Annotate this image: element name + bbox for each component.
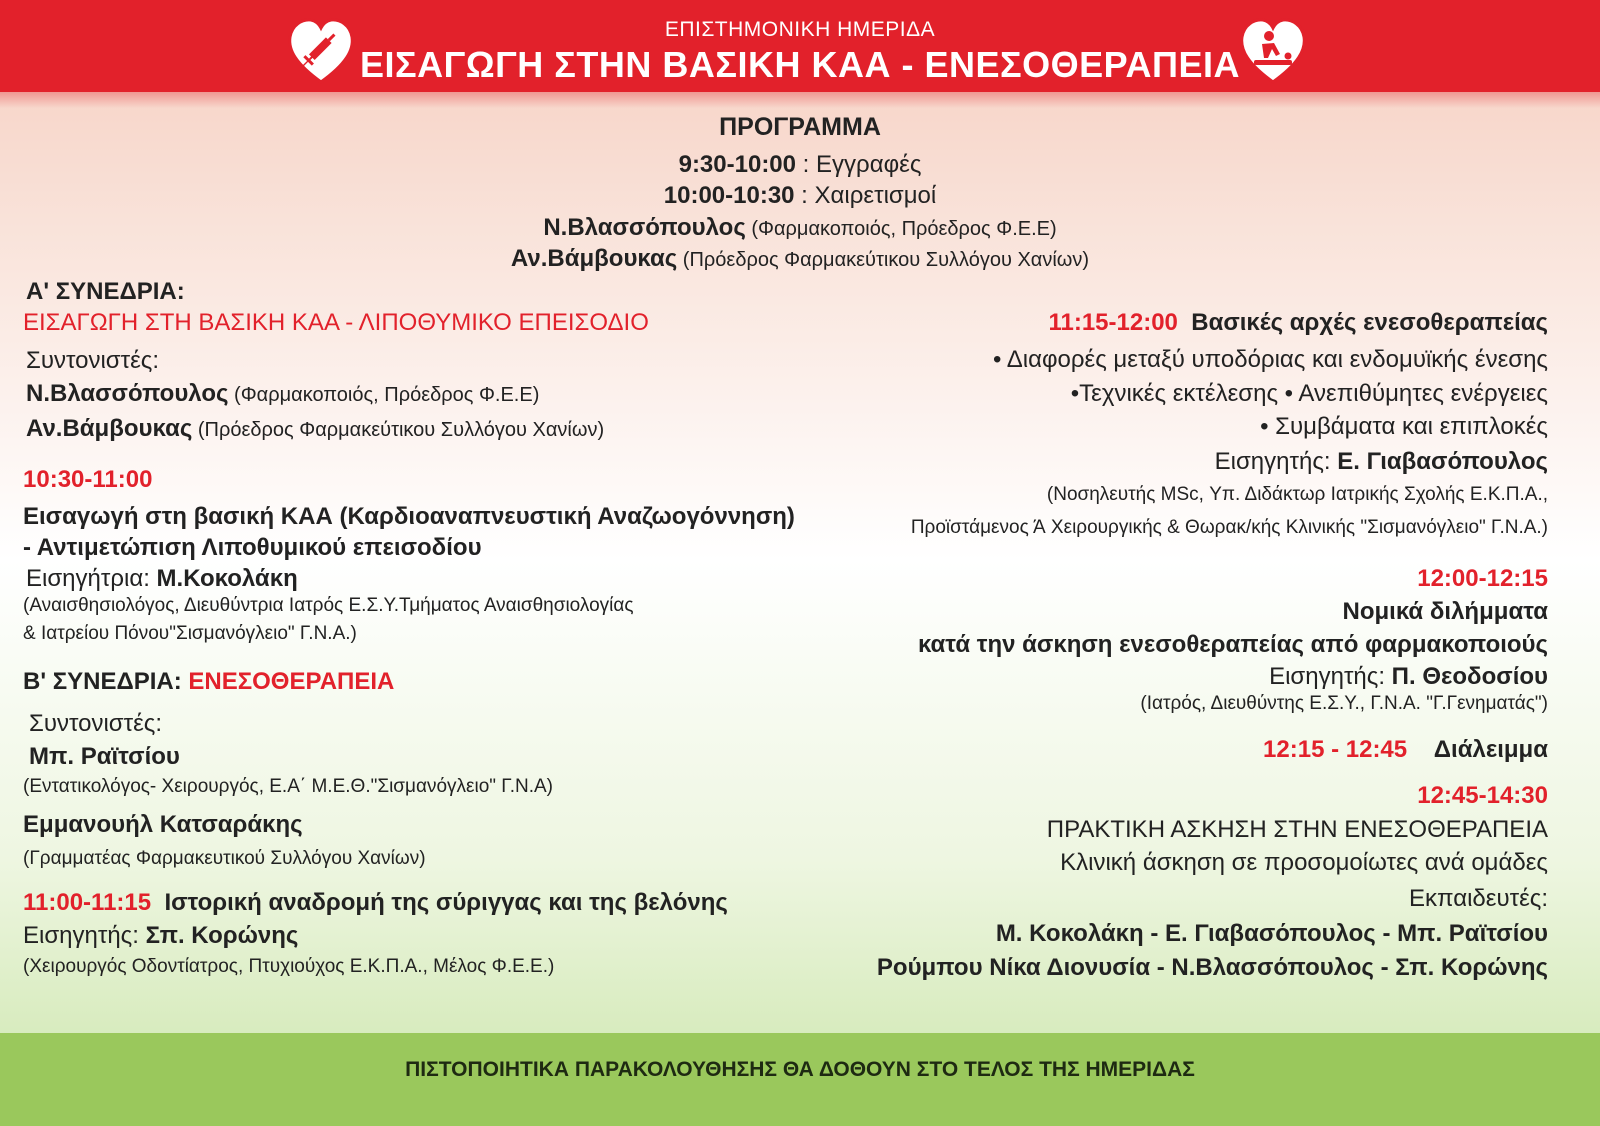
break-label: Διάλειμμα (1433, 736, 1548, 763)
greeter-role: (Φαρμακοποιός, Πρόεδρος Φ.Ε.Ε) (745, 218, 1057, 240)
program-sep: : (796, 151, 817, 178)
session-a-coordinators-label: Συντονιστές: (26, 347, 160, 374)
greeter-role: (Πρόεδρος Φαρμακεύτικου Συλλόγου Χανίων) (677, 249, 1090, 271)
talk-speaker (1215, 448, 1548, 476)
program-sep: : (794, 182, 815, 209)
coordinator-role: (Πρόεδρος Φαρμακεύτικου Συλλόγου Χανίων) (192, 419, 605, 441)
trainers-line-2: Ρούμπου Νίκα Διονυσία - Ν.Βλασσόπουλος - Σπ. Κορώνης (876, 954, 1548, 981)
speaker-label: Εισηγητής: (23, 922, 146, 949)
speaker-name: Μ.Κοκολάκη (156, 565, 298, 592)
talk-title-line-2: - Αντιμετώπιση Λιποθυμικού επεισοδίου (23, 534, 482, 561)
coordinator-name: Ν.Βλασσόπουλος (26, 380, 229, 407)
talk-injection-basics (1048, 309, 1548, 337)
greeter-name: Αν.Βάμβουκας (510, 245, 678, 272)
coordinator-name: Αν.Βάμβουκας (26, 415, 193, 442)
event-subtitle: ΕΠΙΣΤΗΜΟΝΙΚΗ ΗΜΕΡΙΔΑ (664, 18, 936, 41)
talk-title-line-2: κατά την άσκηση ενεσοθεραπείας από φαρμακοποιούς (917, 631, 1548, 658)
talk-time: 10:30-11:00 (23, 466, 153, 493)
session-b-coordinator-1-name: Μπ. Ραϊτσίου (29, 743, 180, 770)
session-a-label: Α' ΣΥΝΕΔΡΙΑ: (26, 278, 185, 305)
session-b-coordinator-1-role: (Εντατικολόγος- Χειρουργός, Ε.Α΄ Μ.Ε.Θ."Σισμανόγλειο" Γ.Ν.Α) (23, 776, 553, 797)
speaker-name: Π. Θεοδοσίου (1391, 663, 1548, 690)
session-a-coordinator-1 (26, 380, 539, 408)
session-a-title: ΕΙΣΑΓΩΓΗ ΣΤΗ ΒΑΣΙΚΗ ΚΑΑ - ΛΙΠΟΘΥΜΙΚΟ ΕΠΕΙΣΟΔΙΟ (23, 309, 649, 336)
session-b-coordinators-label: Συντονιστές: (29, 710, 163, 737)
greeter-2 (0, 245, 1600, 273)
talk-time: 11:00-11:15 (23, 889, 152, 916)
talk-affiliation-line-2: Προϊστάμενος Ά Χειρουργικής & Θωρακ/κής Κλινικής "Σισμανόγλειο" Γ.Ν.Α.) (910, 517, 1548, 538)
talk-affiliation-line-1: (Νοσηλευτής MSc, Υπ. Διδάκτωρ Ιατρικής Σχολής Ε.Κ.Π.Α., (1046, 484, 1548, 505)
program-item-registration (0, 151, 1600, 179)
program-time: 10:00-10:30 (663, 182, 795, 209)
practice-time: 12:45-14:30 (1417, 782, 1548, 809)
speaker-label: Εισηγήτρια: (26, 565, 157, 592)
talk-affiliation: (Ιατρός, Διευθύντης Ε.Σ.Υ., Γ.Ν.Α. "Γ.Γενηματάς") (1140, 693, 1548, 714)
practice-subtitle: Κλινική άσκηση σε προσομοίωτες ανά ομάδες (1060, 849, 1548, 876)
coordinator-role: (Φαρμακοποιός, Πρόεδρος Φ.Ε.Ε) (228, 384, 540, 406)
talk-bullet-3: • Συμβάματα και επιπλοκές (1260, 413, 1548, 440)
break-item (1263, 736, 1548, 764)
break-time: 12:15 - 12:45 (1263, 736, 1408, 763)
speaker-label: Εισηγητής: (1269, 663, 1392, 690)
trainers-label: Εκπαιδευτές: (1408, 885, 1548, 912)
talk-bullet-1: • Διαφορές μεταξύ υποδόριας και ενδομυϊκής ένεσης (992, 346, 1548, 373)
program-text: Χαιρετισμοί (814, 182, 937, 209)
program-title: ΠΡΟΓΡΑΜΜΑ (719, 113, 881, 141)
program-time: 9:30-10:00 (678, 151, 797, 178)
program-text: Εγγραφές (816, 151, 922, 178)
speaker-name: Σπ. Κορώνης (145, 922, 299, 949)
session-b-coordinator-2-name: Εμμανουήλ Κατσαράκης (23, 811, 303, 838)
talk-title: Βασικές αρχές ενεσοθεραπείας (1191, 309, 1548, 336)
talk-speaker (26, 565, 298, 593)
talk-affiliation: (Χειρουργός Οδοντίατρος, Πτυχιούχος Ε.Κ.Π.Α., Μέλος Φ.Ε.Ε.) (23, 956, 555, 977)
talk-speaker (1269, 663, 1548, 691)
talk-time: 11:15-12:00 (1048, 309, 1178, 336)
greeter-name: Ν.Βλασσόπουλος (543, 214, 746, 241)
session-b-title: ΕΝΕΣΟΘΕΡΑΠΕΙΑ (188, 668, 395, 695)
trainers-line-1: Μ. Κοκολάκη - Ε. Γιαβασόπουλος - Μπ. Ραϊτσίου (995, 920, 1548, 947)
talk-time: 12:00-12:15 (1417, 565, 1548, 592)
talk-affiliation-line-1: (Αναισθησιολόγος, Διευθύντρια Ιατρός Ε.Σ.Υ.Τμήματος Αναισθησιολογίας (23, 595, 634, 616)
program-item-greetings (0, 182, 1600, 210)
talk-bullet-2: •Τεχνικές εκτέλεσης • Ανεπιθύμητες ενέργειες (1070, 380, 1548, 407)
speaker-label: Εισηγητής: (1214, 448, 1338, 475)
talk-history (23, 889, 728, 917)
footer-text: ΠΙΣΤΟΠΟΙΗΤΙΚΑ ΠΑΡΑΚΟΛΟΥΘΗΣΗΣ ΘΑ ΔΟΘΟΥΝ ΣΤΟ ΤΕΛΟΣ ΤΗΣ ΗΜΕΡΙΔΑΣ (405, 1058, 1195, 1081)
greeter-1 (0, 214, 1600, 242)
event-title: ΕΙΣΑΓΩΓΗ ΣΤΗΝ ΒΑΣΙΚΗ ΚΑΑ - ΕΝΕΣΟΘΕΡΑΠΕΙΑ (360, 44, 1240, 85)
session-a-coordinator-2 (26, 415, 604, 443)
talk-affiliation-line-2: & Ιατρείου Πόνου"Σισμανόγλειο" Γ.Ν.Α.) (23, 623, 357, 644)
speaker-name: Ε. Γιαβασόπουλος (1337, 448, 1548, 475)
talk-title: Ιστορική αναδρομή της σύριγγας και της βελόνης (164, 889, 728, 916)
talk-title-line-1: Εισαγωγή στη βασική ΚΑΑ (Καρδιοαναπνευστική Αναζωογόννηση) (23, 503, 795, 530)
talk-speaker (23, 922, 298, 950)
talk-title-line-1: Νομικά διλήμματα (1342, 598, 1548, 625)
session-b-label: Β' ΣΥΝΕΔΡΙΑ: (23, 668, 189, 695)
session-b-coordinator-2-role: (Γραμματέας Φαρμακευτικού Συλλόγου Χανίων) (23, 848, 426, 869)
practice-title: ΠΡΑΚΤΙΚΗ ΑΣΚΗΣΗ ΣΤΗΝ ΕΝΕΣΟΘΕΡΑΠΕΙΑ (1046, 816, 1548, 843)
session-b-heading (23, 668, 394, 696)
